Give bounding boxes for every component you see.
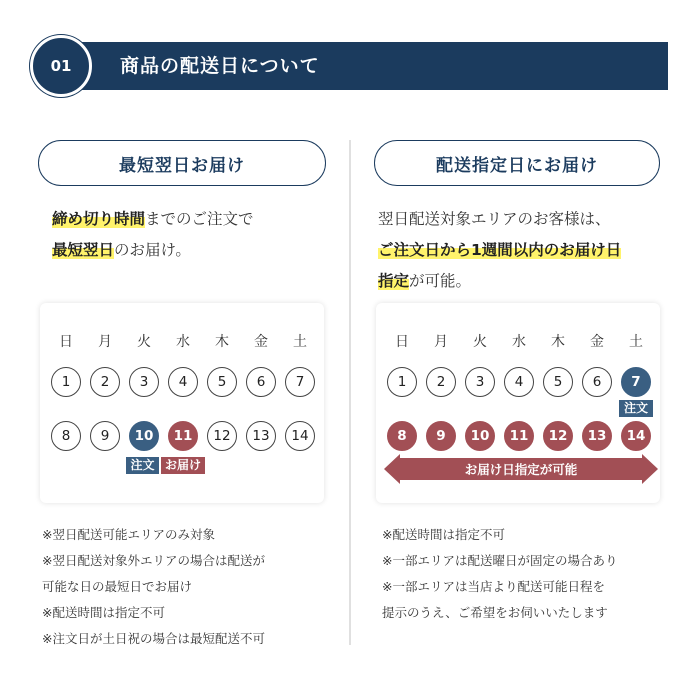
weekday-sun: 日: [395, 334, 409, 350]
next-day-calendar: [40, 303, 324, 503]
section-number-badge: 01: [30, 35, 92, 97]
weekday-row: [376, 331, 660, 351]
designated-date-heading: 配送指定日にお届け: [374, 140, 660, 186]
weekday-sat: 土: [629, 334, 643, 350]
note-line: ※配送時間は指定不可: [42, 605, 165, 620]
calendar-day: 4: [504, 367, 534, 397]
calendar-day: 13: [246, 421, 276, 451]
next-day-delivery-description: [52, 204, 342, 266]
weekday-fri: 金: [590, 334, 604, 350]
delivery-tag: お届け: [161, 457, 205, 474]
calendar-day: 1: [387, 367, 417, 397]
note-line: ※注文日が土日祝の場合は最短配送不可: [42, 631, 265, 646]
order-day: 7: [621, 367, 651, 397]
designated-date-column: [374, 140, 664, 620]
note-line: ※翌日配送可能エリアのみ対象: [42, 527, 215, 542]
calendar-day: 5: [207, 367, 237, 397]
calendar-day: 9: [90, 421, 120, 451]
delivery-day: 11: [168, 421, 198, 451]
weekday-thu: 木: [551, 334, 565, 350]
delivery-day: 13: [582, 421, 612, 451]
one-week-highlight: ご注文日から1週間以内のお届け日: [378, 241, 622, 259]
weekday-tue: 火: [473, 334, 487, 350]
note-line: 可能な日の最短日でお届け: [42, 579, 193, 594]
designated-date-description: [378, 204, 668, 297]
order-tag: 注文: [619, 400, 653, 417]
calendar-day: 3: [129, 367, 159, 397]
calendar-day: 2: [426, 367, 456, 397]
order-tag: 注文: [126, 457, 159, 474]
note-line: 提示のうえ、ご希望をお伺いいたします: [382, 605, 608, 620]
desc-text: 翌日配送対象エリアのお客様は、: [378, 210, 611, 228]
designation-highlight: 指定: [378, 272, 410, 290]
calendar-day: 5: [543, 367, 573, 397]
weekday-wed: 水: [176, 334, 190, 350]
calendar-day: 2: [90, 367, 120, 397]
calendar-day: 7: [285, 367, 315, 397]
delivery-day: 8: [387, 421, 417, 451]
weekday-sun: 日: [59, 334, 73, 350]
desc-text: のお届け。: [114, 241, 191, 259]
column-divider: [349, 140, 351, 645]
weekday-mon: 月: [98, 334, 112, 350]
calendar-day: 3: [465, 367, 495, 397]
order-day: 10: [129, 421, 159, 451]
note-line: ※翌日配送対象外エリアの場合は配送が: [42, 553, 265, 568]
weekday-mon: 月: [434, 334, 448, 350]
designatable-range-label: お届け日指定が可能: [398, 458, 644, 480]
calendar-day: 1: [51, 367, 81, 397]
weekday-row: [40, 331, 324, 351]
cutoff-time-highlight: 締め切り時間: [52, 210, 146, 228]
delivery-day: 9: [426, 421, 456, 451]
next-day-delivery-heading: 最短翌日お届け: [38, 140, 326, 186]
calendar-day: 14: [285, 421, 315, 451]
weekday-tue: 火: [137, 334, 151, 350]
calendar-day: 6: [246, 367, 276, 397]
note-line: ※一部エリアは当店より配送可能日程を: [382, 579, 605, 594]
next-day-notes: [42, 522, 342, 652]
weekday-sat: 土: [293, 334, 307, 350]
weekday-wed: 水: [512, 334, 526, 350]
designated-date-calendar: [376, 303, 660, 503]
next-day-highlight: 最短翌日: [52, 241, 115, 259]
weekday-fri: 金: [254, 334, 268, 350]
range-arrow-right-icon: [642, 454, 658, 484]
calendar-day: 4: [168, 367, 198, 397]
note-line: ※一部エリアは配送曜日が固定の場合あり: [382, 553, 618, 568]
delivery-day: 12: [543, 421, 573, 451]
calendar-day: 6: [582, 367, 612, 397]
calendar-day: 12: [207, 421, 237, 451]
desc-text: が可能。: [409, 272, 472, 290]
desc-text: までのご注文で: [145, 210, 254, 228]
delivery-day: 14: [621, 421, 651, 451]
weekday-thu: 木: [215, 334, 229, 350]
designated-date-notes: [382, 522, 682, 626]
delivery-day: 11: [504, 421, 534, 451]
delivery-day: 10: [465, 421, 495, 451]
section-title: 商品の配送日について: [120, 55, 320, 77]
note-line: ※配送時間は指定不可: [382, 527, 505, 542]
next-day-delivery-column: [38, 140, 328, 646]
calendar-day: 8: [51, 421, 81, 451]
